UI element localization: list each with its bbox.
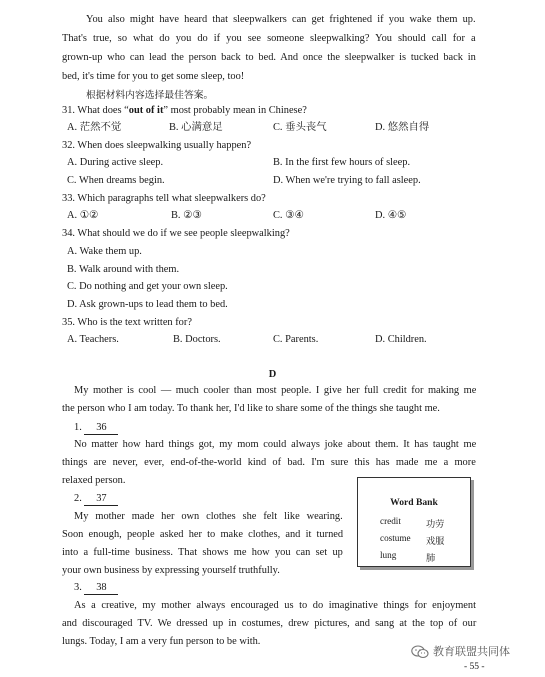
blank-38: 38 <box>84 581 118 595</box>
para-line-1: You also might have heard that sleepwalkers can get frightened if you wake them up. <box>86 14 476 25</box>
question-34-option-b: B. Walk around with them. <box>67 264 180 275</box>
question-35-option-d: D. Children. <box>375 334 427 345</box>
question-35-option-c: C. Parents. <box>273 334 319 345</box>
bold-phrase: out of it <box>128 105 164 116</box>
item-2-line-2: Soon enough, people asked her to make clothes, and it turned <box>62 529 344 540</box>
item-1-line-2: things are never, ever, end-of-the-world kind of bad. I'm sure this has made me a more <box>62 457 476 468</box>
question-32-option-c: C. When dreams begin. <box>67 175 165 186</box>
para-line-2: That's true, so what do you do if you see someone sleepwalking? You should call for a <box>62 33 476 44</box>
question-31-option-b: B. 心满意足 <box>169 122 223 133</box>
item-3-line-1: As a creative, my mother always encouraged us to do imaginative things for enjoyment <box>74 600 476 611</box>
para-line-4: bed, it's time for you to get some sleep, too! <box>62 71 245 82</box>
question-33-option-b: B. ②③ <box>171 210 202 221</box>
word-bank-cn-1: 功劳 <box>426 519 445 529</box>
word-bank-cn-3: 肺 <box>426 553 436 563</box>
wechat-icon <box>411 645 429 659</box>
item-2-line-4: your own business by expressing yourself truthfully. <box>62 565 280 576</box>
page-number: - 55 - <box>464 662 485 672</box>
question-35-option-a: A. Teachers. <box>67 334 119 345</box>
question-31-option-c: C. 垂头丧气 <box>273 122 327 133</box>
item-2-heading: 2. 37 <box>74 492 118 506</box>
question-31-stem: 31. What does “out of it” most probably mean in Chinese? <box>62 105 307 116</box>
section-heading: D <box>268 369 277 380</box>
word-bank-en-2: costume <box>380 533 411 543</box>
question-35-option-b: B. Doctors. <box>173 334 221 345</box>
blank-37: 37 <box>84 492 118 506</box>
question-35-stem: 35. Who is the text written for? <box>62 317 192 328</box>
question-31-option-d: D. 悠然自得 <box>375 122 430 133</box>
question-34-option-d: D. Ask grown-ups to lead them to bed. <box>67 299 228 310</box>
question-33-option-a: A. ①② <box>67 210 99 221</box>
intro-line-1: My mother is cool — much cooler than most people. I give her full credit for making me <box>74 385 477 396</box>
question-34-option-a: A. Wake them up. <box>67 246 142 257</box>
question-34-stem: 34. What should we do if we see people sleepwalking? <box>62 228 290 239</box>
item-3-line-3: lungs. Today, I am a very fun person to be with. <box>62 636 261 647</box>
question-33-option-d: D. ④⑤ <box>375 210 407 221</box>
word-bank-box <box>357 477 471 567</box>
blank-36: 36 <box>84 421 118 435</box>
question-33-option-c: C. ③④ <box>273 210 304 221</box>
item-2-line-1: My mother made her own clothes she felt like wearing. <box>74 511 343 522</box>
question-32-option-b: B. In the first few hours of sleep. <box>273 157 411 168</box>
question-33-stem: 33. Which paragraphs tell what sleepwalkers do? <box>62 193 266 204</box>
question-32-option-d: D. When we're trying to fall asleep. <box>273 175 421 186</box>
word-bank-title: Word Bank <box>390 497 438 508</box>
question-32-stem: 32. When does sleepwalking usually happen? <box>62 140 252 151</box>
instruction-text: 根据材料内容选择最佳答案。 <box>86 90 214 101</box>
intro-line-2: the person who I am today. To thank her, I'd like to share some of the things she taught me. <box>62 403 440 414</box>
item-1-heading: 1. 36 <box>74 421 118 435</box>
question-34-option-c: C. Do nothing and get your own sleep. <box>67 281 228 292</box>
question-31-option-a: A. 茫然不觉 <box>67 122 122 133</box>
question-32-option-a: A. During active sleep. <box>67 157 164 168</box>
item-3-line-2: and discouraged TV. We dressed up in costumes, drew pictures, and sang at the top of our <box>62 618 477 629</box>
item-1-line-3: relaxed person. <box>62 475 126 486</box>
para-line-3: grown-up who can lead the person back to bed. And once the sleepwalker is tucked back in <box>62 52 476 63</box>
item-1-line-1: No matter how hard things got, my mom could always joke about them. It has taught me <box>74 439 477 450</box>
word-bank-en-1: credit <box>380 516 401 526</box>
item-3-heading: 3. 38 <box>74 581 118 595</box>
watermark: 教育联盟共同体 <box>411 643 510 659</box>
word-bank-cn-2: 戏服 <box>426 536 445 546</box>
item-2-line-3: into a full-time business. That shows me how you can set up <box>62 547 343 558</box>
word-bank-en-3: lung <box>380 550 397 560</box>
